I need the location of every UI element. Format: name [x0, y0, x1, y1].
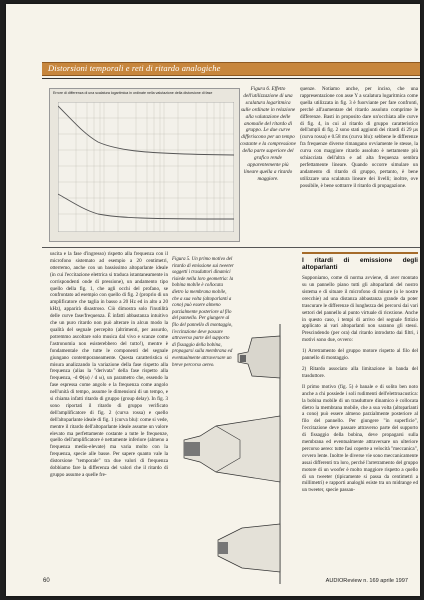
body-text-top-right: quenze. Notiamo anche, per inciso, che una rappresentazione con asse Y a scalatura logaritmica come quella utilizzata in fig. 3 è fuorviante per fare confronti, perché all'aumentare del ritardo assoluto comprime le differenze. Basti in proposito dare un'occhiata alle curve di fig. 4, in cui al ritardo di gruppo caratteristico dell'ampli di fig. 2 sono stati aggiunti dei ritardi di 29 µs (curva rossa) e 0.58 ms (curva blu): sebbene le differenze fra frequenze diverse rimangano ovviamente le stesse, la curva con maggiore ritardo assoluto è nettamente più schiacciata dell'altra e ad alta frequenza sembra perfettamente lineare. Quando occorre simulare un andamento di ritardo di gruppo, pertanto, è bene utilizzare una scalatura lineare dei livelli; inoltre, ove possibile, è bene sottrarre il ritardo di propagazione.	[300, 86, 418, 189]
magazine-page	[6, 4, 420, 596]
section-banner	[42, 62, 420, 76]
section-title: I ritardi di emissione degli altoparlanti	[302, 256, 418, 272]
running-footer: AUDIOReview n. 169 aprile 1997	[325, 578, 408, 584]
plot-svg	[58, 102, 234, 232]
figure-6-plot	[49, 88, 240, 242]
plot-title: Errore di differenza di una scalatura logaritmica in ordinate nella valutazione della distorsione di fase	[53, 91, 213, 95]
list-item-1: 1) Arretramento del gruppo motore rispetto al filo del pannello di montaggio.	[302, 348, 418, 362]
paragraph: Il primo motivo (fig. 5) è banale e di solito ben noto anche a chi possiede i soli rudimenti dell'elettroacustica: la bobina mobile di un trasduttore dinamico è collocata dietro la membrana mobile, che a sua volta (altoparlanti a cono) può essere almeno parzialmente posteriore al filo del pannello. Per giungere "in superficie", l'eccitazione deve passare attraverso parte del supporto di fissaggio della bobina, deve propagarsi sulla membrana ed eventualmente attraversare un ulteriore percorso aereo: tutte fasi coperte a velocità "meccanica", ovvero lente. Inoltre le diverse vie sono meccanicamente assai differenti tra loro, perché l'arretramento del gruppo motore di un woofer è molto maggiore rispetto a quello di un tweeter (tipicamente si passa da centimetri a millimetri) e rapporti analoghi esiste tra un midrange ed un tweeter, specie passan-	[302, 383, 418, 494]
speaker-drawing	[170, 324, 298, 584]
list-item-2: 2) Ritardo associato alla limitazione in banda del trasduttore.	[302, 365, 418, 379]
figure-5-diagram	[170, 324, 298, 584]
section-rule	[302, 252, 418, 254]
page-number: 60	[43, 578, 50, 584]
body-text-right	[302, 252, 418, 498]
banner-rule	[42, 78, 420, 79]
figure-rule	[42, 247, 420, 248]
banner-title: Distorsioni temporali e reti di ritardo analogiche	[48, 63, 221, 73]
figure-5-caption: Figura 5. Un primo motivo del ritardo di emissione sui tweeter soggetti i trasduttori dinamici risiede nella loro geometria: la bobina mobile è collocata dietro la membrana mobile, che a sua volta (altoparlanti a cono) può essere almeno parzialmente posteriore al filo del pannello. Per giungere al filo del pannello di montaggio, l'eccitazione deve passare attraverso parte del supporto di fissaggio della bobina, propagarsi sulla membrana ed eventualmente attraversare un breve percorso aereo.	[172, 257, 234, 368]
body-text-left: uscita e la fase d'ingresso) rispetto alla frequenza con il microfono sistemato ad esempio a 20 centimetri, otterremo, anche con un bassissimo altoparlante ideale (in cui l'eccitazione elettrica si traduca istantaneamente in corrispondenti onde di pressione), un andamento tipo quello della fig. 1, che agli occhi del profano, se confrontato ad esempio con quello di fig. 2 (proprio di un amplificatore che taglia in basso a 20 Hz ed in alto a 20 kHz), apparirà disastroso. Ciò dimostra solo l'inutilità delle curve fase/frequenza. È infatti abbastanza intuitivo che un puro ritardo non può alterare in alcun modo la qualità del segnale percepito (altrimenti, per assurdo, potremmo ascoltare solo musica dal vivo e scanze come l'astronomia non esisterebbero del tutto!), mentre è fondamentale che tutte le componenti del segnale giungano contemporaneamente. Questa caratteristica si misura analizzando la variazione della fase rispetto alla frequenza (alias la "derivata" della fase rispetto alla frequenza, -d Φ(ω) / d ω), un parametro che, essendo la fase espressa come angolo e la frequenza come angolo nell'unità di tempo, assume le dimensioni di un tempo, e si chiama infatti ritardo di gruppo (group delay). In fig. 3 sono riportati il ritardo di gruppo verificato dell'amplificatore di fig. 2 (curva rossa) e quello dell'altoparlante ideale di fig. 1 (curva blu): come si vede, mentre il ritardo dell'altoparlante ideale assume un valore elevato ma perfettamente costante a tutte le frequenze, quello dell'amplificatore è nettamente inferiore (almeno a frequenza medio-elevate) ma varia molto con la frequenza, specie alle basse. Per sapere quanto vale la distorsione "temporale" tra due valori di frequenza dobbiamo fare la differenza del valori che il ritardo di gruppo assume a quelle fre-	[50, 251, 168, 478]
paragraph: Supponiamo, come di norma avviene, di aver montato su un pannello piano tutti gli altoparlanti del nostro sistema e di situare il microfono di misure (o le nostre orecchie) ad una distanza abbastanza grande da poter trascurare le differenze di lunghezza dei percorsi dai vari settori del pannello al punto virtuale di ricezione. Anche in questo caso, i tempi di arrivo del segnale fittizio applicato ai vari altoparlanti non saranno gli stessi. Prescindendo (per ora) dal ritardo introdotto dai filtri, i motivi sono due, ovvero:	[302, 275, 418, 344]
plot-area	[58, 102, 234, 232]
figure-6-caption: Figura 6. Effetto dell'utilizzazione di una scalatura logaritmica sulle ordinate in relazione alla valutazione delle anomalie del ritardo di gruppo. Le due curve differiscono per un tempo costante e la compressione della parte superiore del grafico rende apparentemente più lineare quella a ritardo maggiore.	[240, 86, 296, 182]
